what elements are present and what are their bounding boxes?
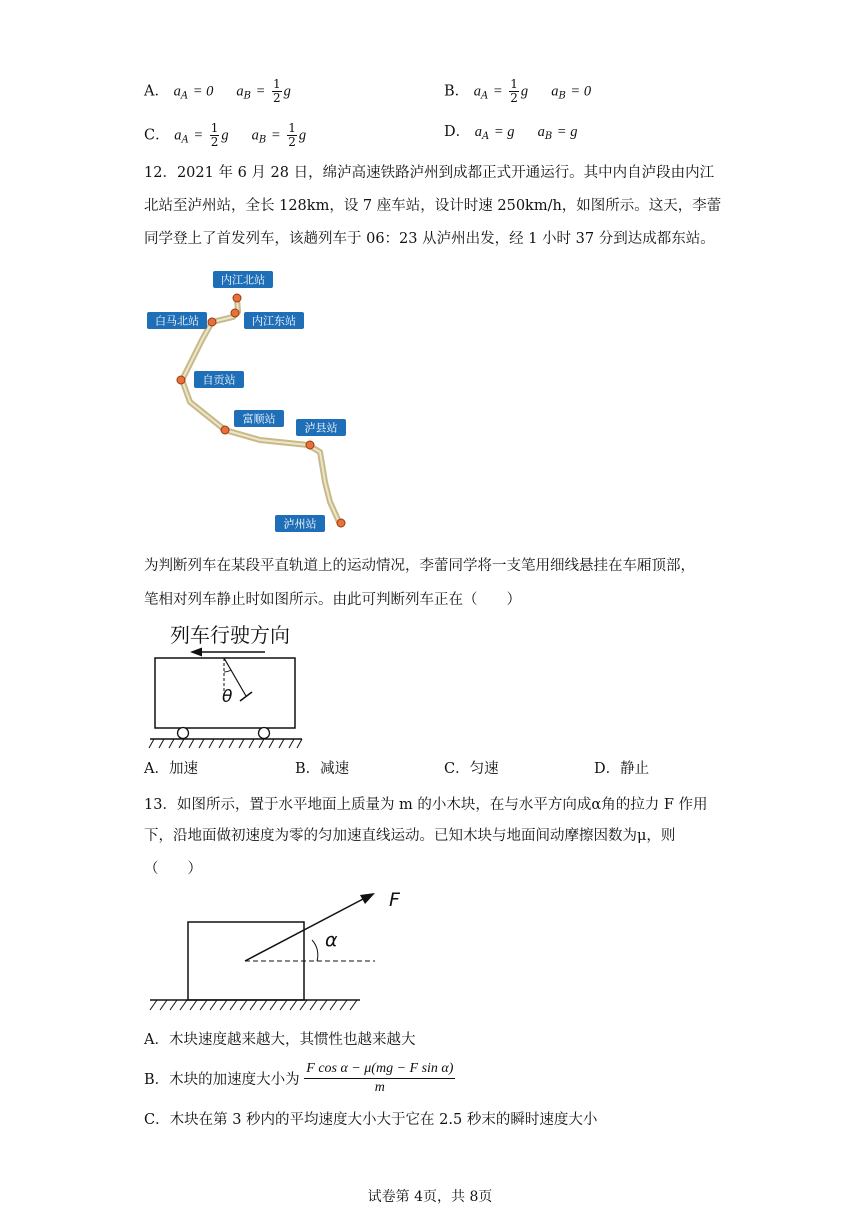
q13-line-3: （ ） — [144, 861, 202, 877]
station-dot-zigong — [177, 376, 185, 384]
direction-label: 列车行驶方向 — [170, 623, 290, 647]
railway-route-map — [140, 262, 370, 534]
q11-option-b: B． $a_A$ = $\frac{1}{2}$ g $a_B = 0$ — [444, 77, 592, 105]
half-fraction: $\frac{1}{2}$ — [273, 77, 281, 105]
acceleration-fraction: $\frac{\text{F cos α − μ(mg − F sin α)}}{m}$ — [306, 1061, 454, 1095]
force-arrowhead — [360, 893, 375, 904]
q11-option-d: D． $a_A = g$ $a_B = g$ — [444, 124, 578, 142]
alpha-label: α — [325, 929, 338, 951]
half-fraction: $\frac{1}{2}$ — [210, 121, 219, 149]
q12-option-c: C．匀速 — [444, 761, 499, 777]
ground-hatching — [149, 739, 302, 748]
q13-line-1: 13．如图所示，置于水平地面上质量为 m 的小木块，在与水平方向成α角的拉力 F 作用 — [144, 797, 708, 813]
station-dot-neijiang-east — [231, 309, 239, 317]
q12-line-5: 笔相对列车静止时如图所示。由此可判断列车正在（ ） — [144, 592, 521, 608]
alpha-arc — [312, 940, 318, 961]
half-fraction: $\frac{1}{2}$ — [510, 77, 518, 105]
station-label-neijiang-east: 内江东站 — [252, 314, 296, 328]
block-force-diagram — [145, 884, 415, 1018]
ground-hatching — [150, 1000, 357, 1010]
q11-option-c: C． $a_A$ = $\frac{1}{2}$ g $a_B$ = $\frac{1}{2}$ g — [144, 121, 307, 149]
q12-line-1: 12．2021 年 6 月 28 日，绵泸高速铁路泸州到成都正式开通运行。其中内自泸段由内江 — [144, 165, 715, 181]
station-dot-baima-north — [208, 318, 216, 326]
station-dot-luxian — [306, 441, 314, 449]
q13-option-a: A．木块速度越来越大，其惯性也越来越大 — [144, 1032, 416, 1048]
page-footer: 试卷第 4页，共 8页 — [367, 1189, 493, 1205]
station-label-neijiang-north: 内江北站 — [221, 273, 265, 287]
q12-option-b: B．减速 — [295, 761, 350, 777]
direction-arrowhead — [190, 648, 202, 657]
station-label-fushun: 富顺站 — [242, 412, 276, 426]
q11-option-a: A． $a_A = 0$ $a_B$ = $\frac{1}{2}$ g — [144, 77, 291, 105]
wheel-left — [178, 728, 189, 739]
wheel-right — [259, 728, 270, 739]
force-label: F — [389, 889, 400, 911]
half-fraction: $\frac{1}{2}$ — [288, 121, 296, 149]
q13-option-c: C．木块在第 3 秒内的平均速度大小大于它在 2.5 秒末的瞬时速度大小 — [144, 1112, 598, 1128]
station-label-zigong: 自贡站 — [202, 373, 236, 387]
q13-line-2: 下，沿地面做初速度为零的匀加速直线运动。已知木块与地面间动摩擦因数为μ，则 — [144, 828, 676, 844]
theta-label: θ — [222, 687, 233, 707]
station-label-luzhou: 泸州站 — [283, 517, 317, 531]
q13-option-b: B．木块的加速度大小为 $\frac{\text{F cos α − μ(mg − F sin α)}}{m}$ — [144, 1061, 454, 1095]
pen — [240, 692, 252, 701]
station-label-luxian: 泸县站 — [304, 421, 338, 435]
station-label-baima-north: 白马北站 — [155, 314, 199, 328]
station-dot-fushun — [221, 426, 229, 434]
q12-line-3: 同学登上了首发列车，该趟列车于 06：23 从泸州出发，经 1 小时 37 分到达成都东站。 — [144, 231, 715, 247]
train-pendulum-diagram — [140, 618, 310, 752]
station-dot-neijiang-north — [233, 294, 241, 302]
station-dot-luzhou — [337, 519, 345, 527]
q12-option-a: A．加速 — [144, 761, 198, 777]
q12-line-2: 北站至泸州站，全长 128km，设 7 座车站，设计时速 250km/h，如图所示。这天，李蕾 — [144, 198, 722, 214]
q12-option-d: D．静止 — [594, 761, 650, 777]
theta-arc — [224, 670, 231, 672]
q12-line-4: 为判断列车在某段平直轨道上的运动情况，李蕾同学将一支笔用细线悬挂在车厢顶部， — [144, 558, 695, 574]
